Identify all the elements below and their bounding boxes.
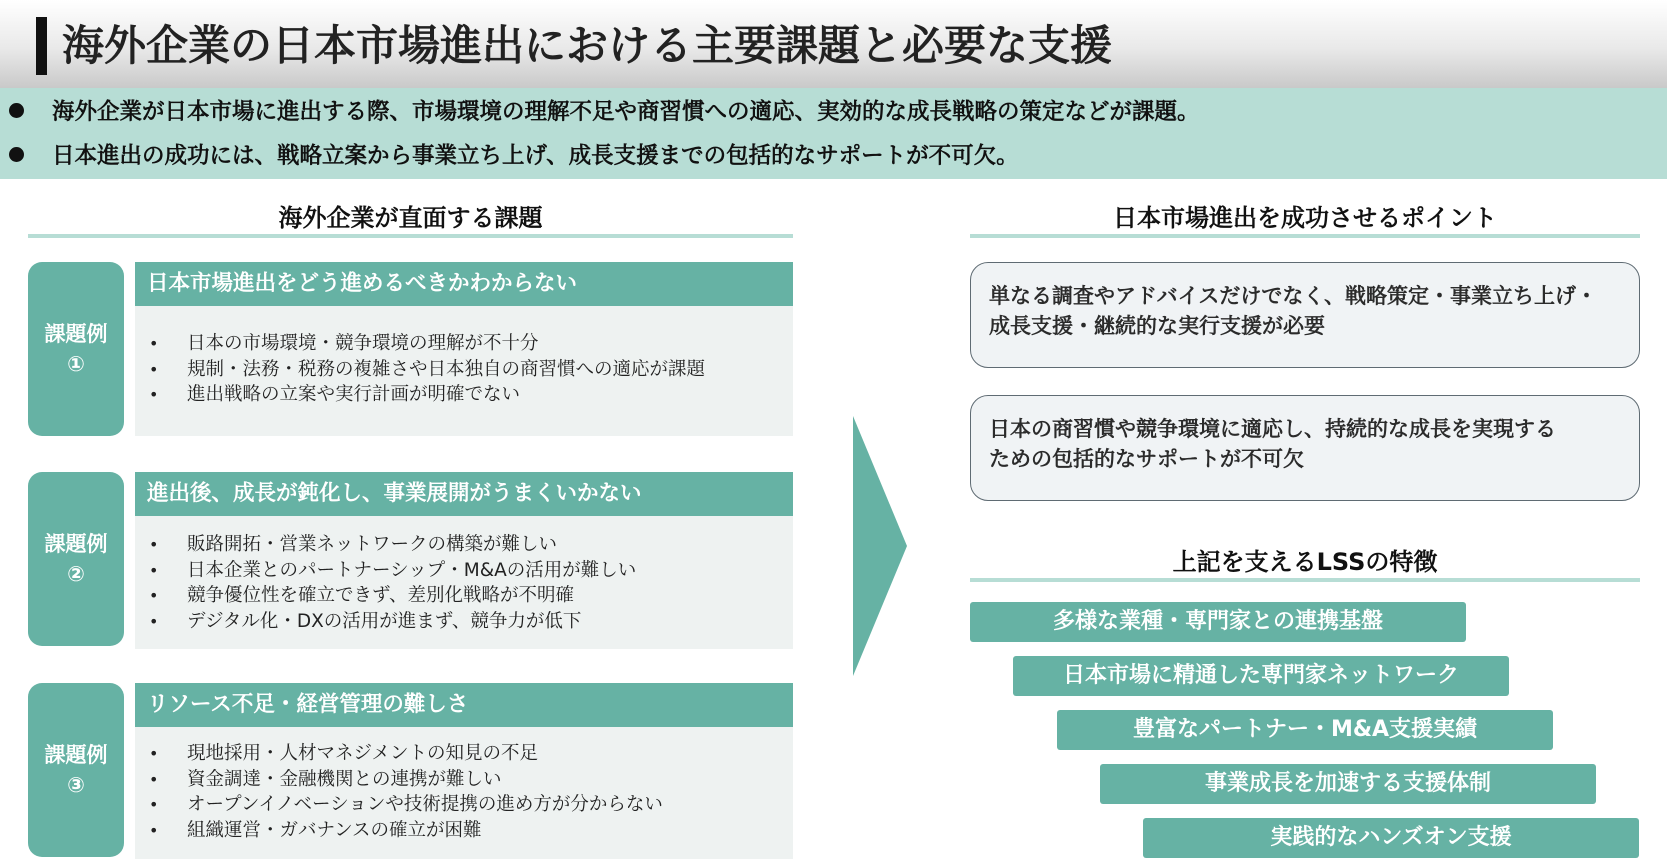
case-heading-3: リソース不足・経営管理の難しさ	[135, 683, 793, 727]
case-tab-number: ①	[67, 352, 85, 376]
summary-text: 海外企業が日本市場に進出する際、市場環境の理解不足や商習慣への適応、実効的な成長戦略の策定などが課題。	[52, 99, 1200, 125]
case-list	[145, 741, 663, 843]
point-text-line: 成長支援・継続的な実行支援が必要	[989, 314, 1325, 338]
list-item: • 販路開拓・営業ネットワークの構築が難しい	[145, 532, 636, 558]
point-text-line: 日本の商習慣や競争環境に適応し、持続的な成長を実現する	[989, 417, 1556, 441]
list-item: • デジタル化・DXの活用が進まず、競争力が低下	[145, 609, 636, 635]
chevron-right-icon	[853, 416, 909, 676]
bullet-dot-icon	[9, 147, 24, 162]
list-item: • 現地採用・人材マネジメントの知見の不足	[145, 741, 663, 767]
list-item: • 規制・法務・税務の複雑さや日本独自の商習慣への適応が課題	[145, 357, 705, 383]
list-item: • 進出戦略の立案や実行計画が明確でない	[145, 382, 705, 408]
case-tab-label: 課題例	[44, 532, 108, 556]
list-item: • 資金調達・金融機関との連携が難しい	[145, 767, 663, 793]
title-bar	[0, 0, 1667, 88]
case-tab-label: 課題例	[44, 743, 108, 767]
page-title: 海外企業の日本市場進出における主要課題と必要な支援	[62, 21, 1113, 70]
list-item: • 組織運営・ガバナンスの確立が困難	[145, 818, 663, 844]
case-tab-label: 課題例	[44, 322, 108, 346]
title-accent-bar	[36, 17, 47, 75]
success-point-box-2	[970, 395, 1640, 501]
case-tab-2	[28, 472, 124, 646]
feature-bar-4: 事業成長を加速する支援体制	[1100, 764, 1596, 804]
case-heading-1: 日本市場進出をどう進めるべきかわからない	[135, 262, 793, 306]
case-tab-1	[28, 262, 124, 436]
features-header: 上記を支えるLSSの特徴	[1172, 548, 1438, 576]
summary-band	[0, 88, 1667, 179]
feature-bar-3: 豊富なパートナー・M&A支援実績	[1057, 710, 1553, 750]
list-item: • 日本企業とのパートナーシップ・M&Aの活用が難しい	[145, 558, 636, 584]
point-text-line: 単なる調査やアドバイスだけでなく、戦略策定・事業立ち上げ・	[989, 284, 1597, 308]
feature-bar-2: 日本市場に精通した専門家ネットワーク	[1013, 656, 1509, 696]
feature-bar-1: 多様な業種・専門家との連携基盤	[970, 602, 1466, 642]
case-list	[145, 331, 705, 408]
features-rule	[970, 578, 1640, 582]
case-tab-3	[28, 683, 124, 857]
case-heading-2: 進出後、成長が鈍化し、事業展開がうまくいかない	[135, 472, 793, 516]
right-section-header: 日本市場進出を成功させるポイント	[1113, 204, 1497, 232]
list-item: • 競争優位性を確立できず、差別化戦略が不明確	[145, 583, 636, 609]
point-text-line: ための包括的なサポートが不可欠	[989, 447, 1304, 471]
right-section-rule	[970, 234, 1640, 238]
summary-text: 日本進出の成功には、戦略立案から事業立ち上げ、成長支援までの包括的なサポートが不可欠。	[52, 143, 1019, 169]
bullet-dot-icon	[9, 103, 24, 118]
case-tab-number: ③	[67, 773, 85, 797]
left-section-rule	[28, 234, 793, 238]
left-section-header: 海外企業が直面する課題	[278, 204, 543, 232]
success-point-box-1	[970, 262, 1640, 368]
case-body-1	[135, 306, 793, 436]
case-body-2	[135, 516, 793, 649]
case-tab-number: ②	[67, 562, 85, 586]
case-list	[145, 532, 636, 634]
list-item: • オープンイノベーションや技術提携の進め方が分からない	[145, 792, 663, 818]
case-body-3	[135, 727, 793, 859]
feature-bar-5: 実践的なハンズオン支援	[1143, 818, 1639, 858]
list-item: • 日本の市場環境・競争環境の理解が不十分	[145, 331, 705, 357]
